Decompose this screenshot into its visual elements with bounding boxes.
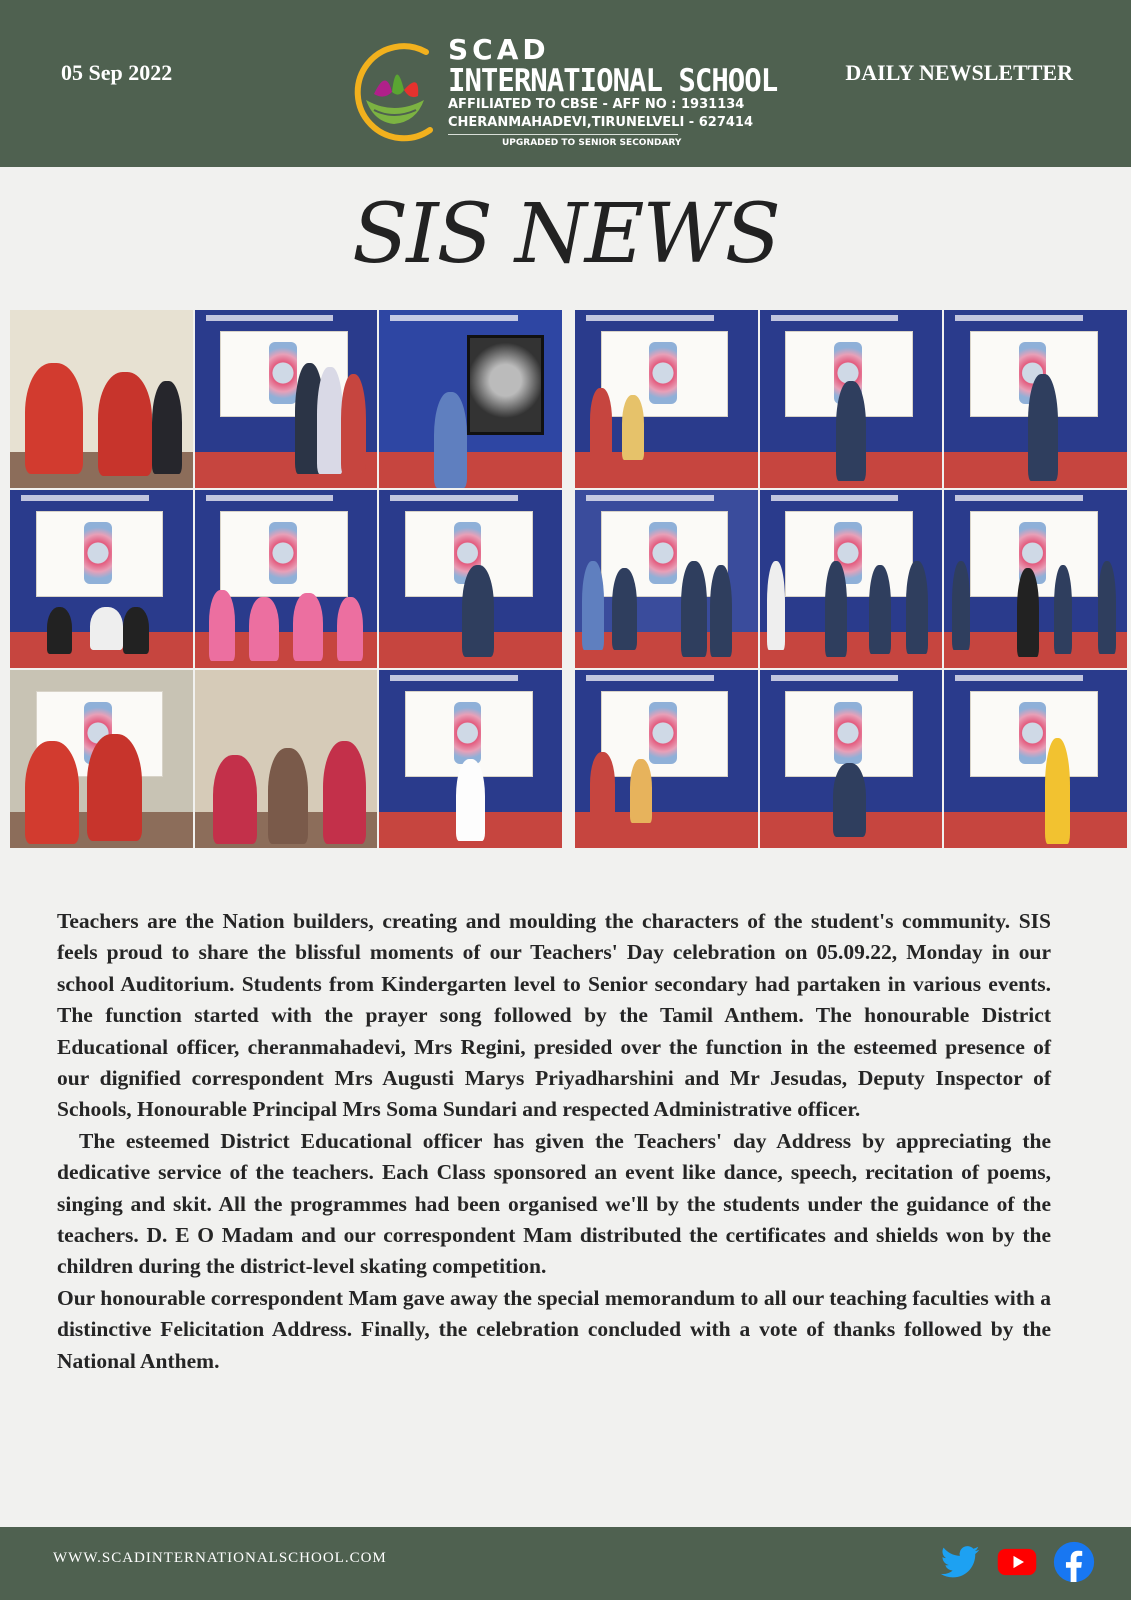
- person-figure: [582, 561, 604, 650]
- person-figure: [152, 381, 181, 474]
- stage-board: [970, 691, 1098, 776]
- person-figure: [833, 763, 866, 838]
- person-figure: [1017, 568, 1039, 657]
- person-figure: [612, 568, 638, 650]
- collage-photo-4: [10, 490, 193, 668]
- stage-board: [36, 511, 164, 596]
- twitter-icon[interactable]: [939, 1541, 981, 1583]
- header-bar: [0, 0, 1131, 167]
- person-figure: [1054, 565, 1072, 654]
- teacher-portrait: [84, 522, 112, 584]
- stage-banner: [955, 315, 1083, 321]
- article-paragraph: Teachers are the Nation builders, creating and moulding the characters of the student's community. SIS feels proud to share the blissful moments of our Teachers' Day celebration on 05.09.22, Monday in our school Auditorium. Students from Kindergarten level to Senior secondary had partaken in various events. The function started with the prayer song followed by the Tamil Anthem. The honourable District Educational officer, cheranmahadevi, Mrs Regini, presided over the function in the esteemed presence of our dignified correspondent Mrs Augusti Marys Priyadharshini and Mr Jesudas, Deputy Inspector of Schools, Honourable Principal Mrs Soma Sundari and respected Administrative officer.: [57, 909, 1051, 1122]
- article-paragraph: The esteemed District Educational officer has given the Teachers' day Address by appreciating the dedicative service of the teachers. Each Class sponsored an event like dance, speech, recitation of poems, singing and skit. All the programmes had been organised we'll by the students under the guidance of the teachers. D. E O Madam and our correspondent Mam distributed the certificates and shields won by the children during the district-level skating competition.: [57, 1128, 1057, 1279]
- person-figure: [836, 381, 865, 481]
- facebook-icon[interactable]: [1053, 1541, 1095, 1583]
- teacher-portrait: [649, 522, 677, 584]
- collage-photo-16: [575, 670, 758, 848]
- person-figure: [952, 561, 970, 650]
- person-figure: [25, 741, 80, 844]
- stage-banner: [955, 675, 1083, 681]
- collage-photo-5: [195, 490, 378, 668]
- logo-scad-wordmark: SCAD: [448, 33, 550, 66]
- website-link[interactable]: WWW.SCADINTERNATIONALSCHOOL.COM: [53, 1550, 387, 1566]
- person-figure: [123, 607, 149, 653]
- stage-floor: [944, 812, 1127, 848]
- person-figure: [47, 607, 73, 653]
- collage-photo-7: [10, 670, 193, 848]
- collage-photo-12: [944, 310, 1127, 488]
- logo-school-name: INTERNATIONAL SCHOOL: [448, 62, 778, 99]
- person-figure: [293, 593, 322, 661]
- person-figure: [825, 561, 847, 657]
- page-title: SIS NEWS: [352, 187, 779, 282]
- stage-banner: [586, 315, 714, 321]
- person-figure: [681, 561, 707, 657]
- person-figure: [90, 607, 123, 650]
- person-figure: [1028, 374, 1057, 481]
- collage-photo-8: [195, 670, 378, 848]
- footer-bar: [0, 1527, 1131, 1600]
- collage-photo-1: [10, 310, 193, 488]
- article-paragraph: Our honourable correspondent Mam gave away the special memorandum to all our teaching faculties with a distinctive Felicitation Address. Finally, the celebration concluded with a vote of thanks followed by the National Anthem.: [57, 1285, 1051, 1373]
- person-figure: [268, 748, 308, 844]
- person-figure: [869, 565, 891, 654]
- person-figure: [462, 565, 495, 658]
- teacher-portrait: [649, 342, 677, 404]
- stage-banner: [390, 675, 518, 681]
- collage-photo-11: [760, 310, 943, 488]
- stage-board: [601, 691, 729, 776]
- logo-upgraded-note: UPGRADED TO SENIOR SECONDARY: [502, 138, 682, 148]
- stage-banner: [390, 495, 518, 501]
- collage-photo-10: [575, 310, 758, 488]
- person-figure: [323, 741, 367, 844]
- teacher-portrait: [269, 342, 297, 404]
- photo-collage-right: [575, 310, 1127, 848]
- stage-board: [220, 511, 348, 596]
- stage-floor: [379, 452, 562, 488]
- person-figure: [590, 388, 612, 459]
- stage-banner: [21, 495, 149, 501]
- person-figure: [710, 565, 732, 658]
- school-logo[interactable]: [344, 33, 778, 154]
- person-figure: [590, 752, 616, 823]
- person-figure: [25, 363, 83, 473]
- stage-board: [601, 331, 729, 416]
- youtube-icon[interactable]: [996, 1541, 1038, 1583]
- stage-banner: [390, 315, 518, 321]
- stage-banner: [586, 495, 714, 501]
- person-figure: [98, 372, 153, 475]
- collage-photo-3: [379, 310, 562, 488]
- stage-board: [785, 511, 913, 596]
- teacher-portrait: [649, 702, 677, 764]
- collage-photo-15: [944, 490, 1127, 668]
- stage-banner: [955, 495, 1083, 501]
- teacher-portrait: [834, 702, 862, 764]
- stage-banner: [771, 315, 899, 321]
- person-figure: [341, 374, 367, 474]
- collage-photo-2: [195, 310, 378, 488]
- person-figure: [317, 367, 343, 474]
- collage-photo-9: [379, 670, 562, 848]
- person-figure: [456, 759, 485, 841]
- person-figure: [209, 590, 235, 661]
- collage-photo-14: [760, 490, 943, 668]
- person-figure: [1045, 738, 1071, 845]
- article-body: [57, 906, 1057, 1377]
- stage-banner: [771, 675, 899, 681]
- lotus-emblem-icon: [344, 38, 444, 148]
- stage-banner: [586, 675, 714, 681]
- person-figure: [213, 755, 257, 844]
- person-figure: [87, 734, 142, 841]
- collage-photo-13: [575, 490, 758, 668]
- stage-banner: [771, 495, 899, 501]
- newsletter-date: 05 Sep 2022: [61, 60, 173, 85]
- person-figure: [434, 392, 467, 488]
- collage-photo-18: [944, 670, 1127, 848]
- logo-affiliation: AFFILIATED TO CBSE - AFF NO : 1931134: [448, 97, 745, 112]
- person-figure: [767, 561, 785, 650]
- stage-banner: [206, 495, 334, 501]
- collage-photo-6: [379, 490, 562, 668]
- person-figure: [249, 597, 278, 661]
- teacher-portrait: [1019, 702, 1047, 764]
- person-figure: [622, 395, 644, 459]
- person-figure: [906, 561, 928, 654]
- photo-collage-left: [10, 310, 562, 848]
- person-figure: [337, 597, 363, 661]
- person-figure: [630, 759, 652, 823]
- logo-divider: [448, 134, 678, 135]
- person-figure: [1098, 561, 1116, 654]
- portrait-frame: [467, 335, 544, 435]
- newsletter-label: DAILY NEWSLETTER: [845, 60, 1073, 85]
- teacher-portrait: [454, 702, 482, 764]
- logo-address: CHERANMAHADEVI,TIRUNELVELI - 627414: [448, 115, 754, 130]
- collage-photo-17: [760, 670, 943, 848]
- teacher-portrait: [269, 522, 297, 584]
- stage-banner: [206, 315, 334, 321]
